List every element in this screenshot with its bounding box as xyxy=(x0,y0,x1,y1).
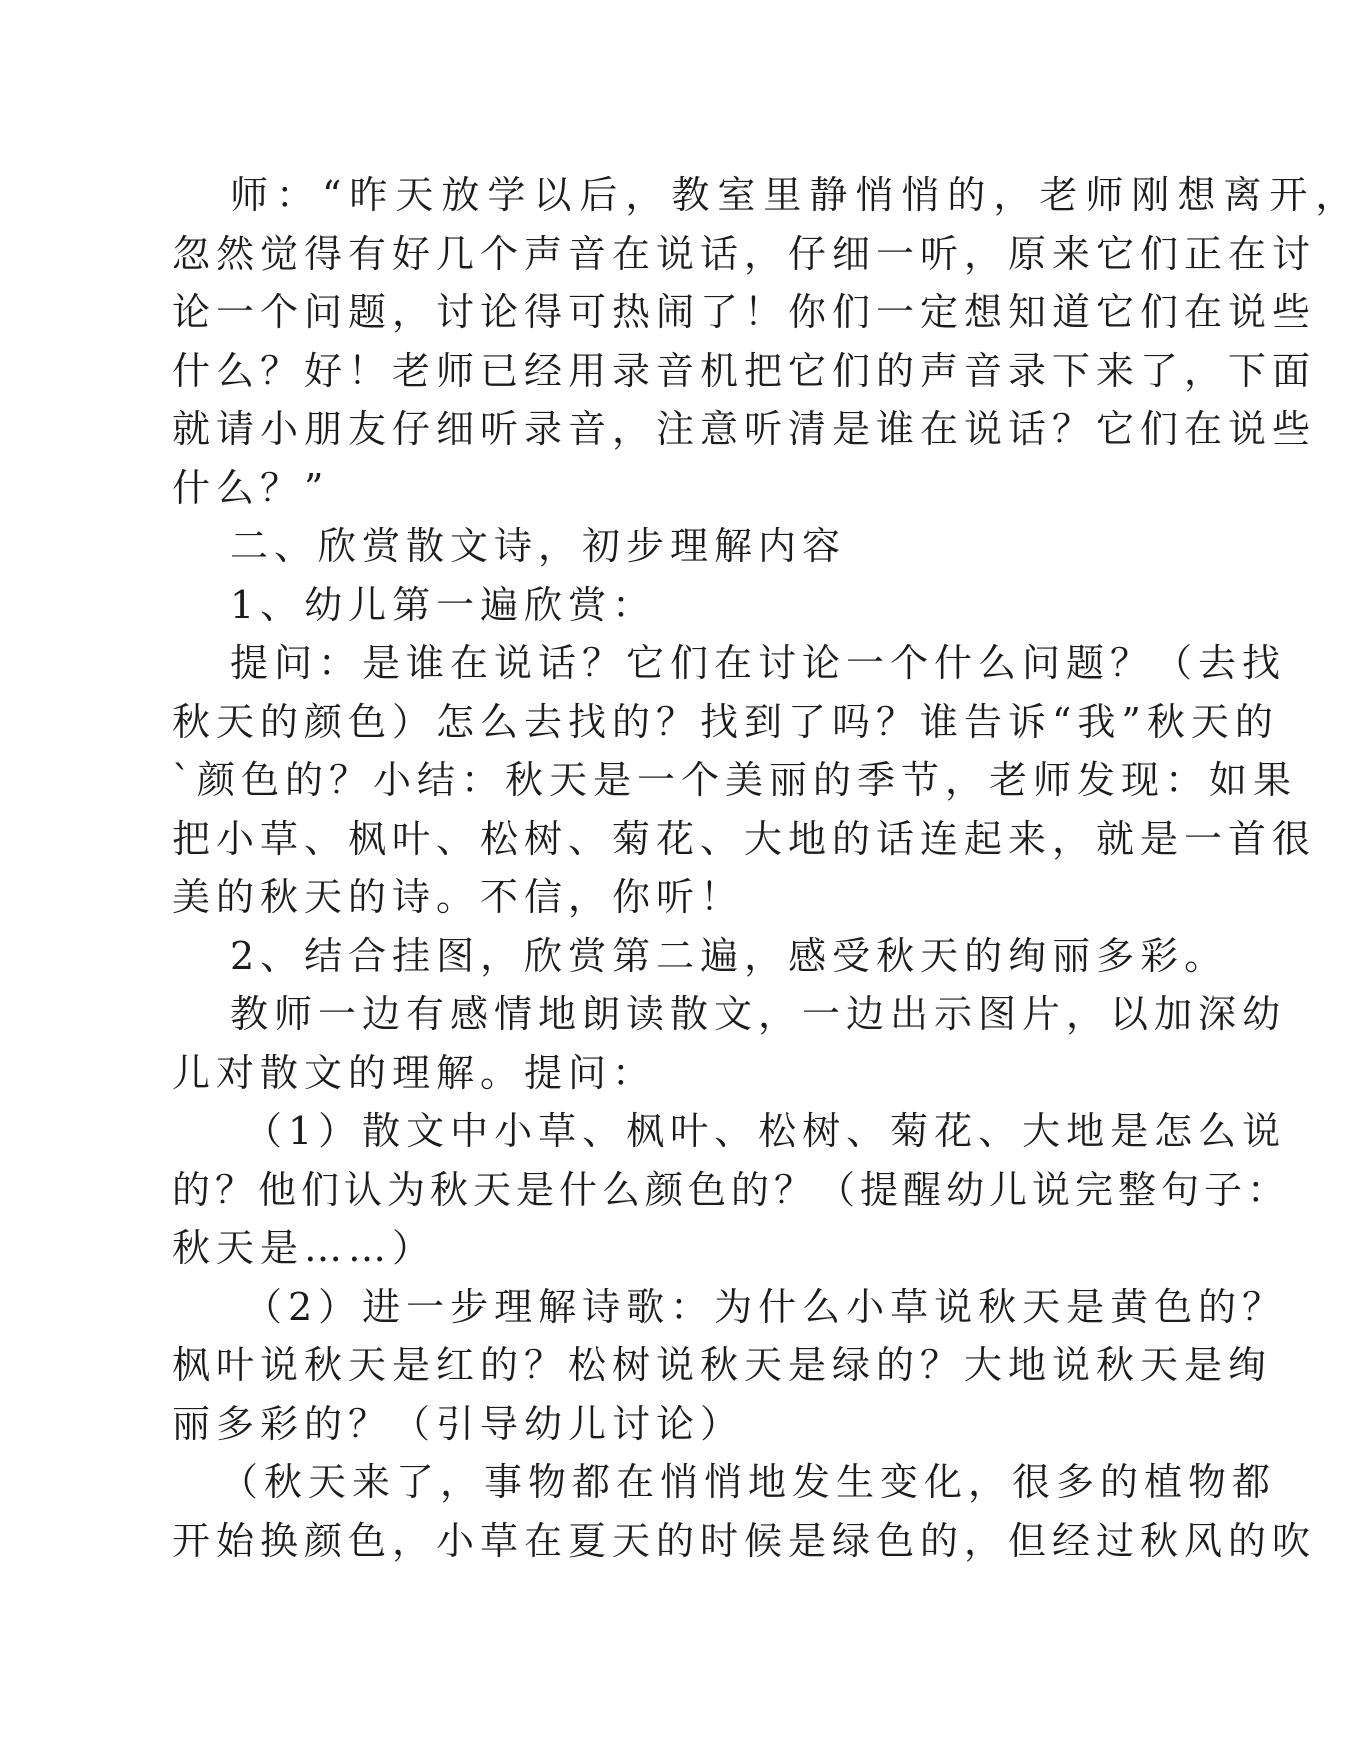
paragraph-line: 开始换颜色，小草在夏天的时候是绿色的，但经过秋风的吹 xyxy=(172,1519,1317,1563)
paragraph-line: 提问：是谁在说话？它们在讨论一个什么问题？（去找 xyxy=(230,641,1287,685)
section-heading: 二、欣赏散文诗，初步理解内容 xyxy=(230,524,847,568)
paragraph-line: 论一个问题，讨论得可热闹了！你们一定想知道它们在说些 xyxy=(172,290,1317,334)
paragraph-line: 美的秋天的诗。不信，你听！ xyxy=(172,875,745,919)
paragraph-line: 丽多彩的？（引导幼儿讨论） xyxy=(172,1402,745,1446)
paragraph-line: `颜色的？小结：秋天是一个美丽的季节，老师发现：如果 xyxy=(172,758,1298,802)
paragraph-line: 教师一边有感情地朗读散文，一边出示图片，以加深幼 xyxy=(230,992,1287,1036)
paragraph-line: 什么？” xyxy=(172,466,330,510)
paragraph-line: 枫叶说秋天是红的？松树说秋天是绿的？大地说秋天是绚 xyxy=(172,1343,1273,1387)
subsection-heading: 2、结合挂图，欣赏第二遍，感受秋天的绚丽多彩。 xyxy=(230,934,1229,978)
paragraph-line: 把小草、枫叶、松树、菊花、大地的话连起来，就是一首很 xyxy=(172,817,1317,861)
paragraph-line: （1）散文中小草、枫叶、松树、菊花、大地是怎么说 xyxy=(244,1109,1287,1153)
paragraph-line: 秋天的颜色）怎么去找的？找到了吗？谁告诉“我”秋天的 xyxy=(172,700,1279,744)
paragraph-line: 的？他们认为秋天是什么颜色的？（提醒幼儿说完整句子： xyxy=(172,1168,1291,1212)
paragraph-line: 师：“昨天放学以后，教室里静悄悄的，老师刚想离开， xyxy=(230,173,1361,217)
subsection-heading: 1、幼儿第一遍欣赏： xyxy=(230,583,657,627)
paragraph-line: （秋天来了，事物都在悄悄地发生变化，很多的植物都 xyxy=(220,1460,1277,1504)
paragraph-line: 什么？好！老师已经用录音机把它们的声音录下来了，下面 xyxy=(172,349,1317,393)
paragraph-line: 忽然觉得有好几个声音在说话，仔细一听，原来它们正在讨 xyxy=(172,232,1317,276)
paragraph-line: 就请小朋友仔细听录音，注意听清是谁在说话？它们在说些 xyxy=(172,407,1317,451)
paragraph-line: 秋天是……） xyxy=(172,1226,437,1270)
paragraph-line: （2）进一步理解诗歌：为什么小草说秋天是黄色的？ xyxy=(244,1285,1287,1329)
paragraph-line: 儿对散文的理解。提问： xyxy=(172,1051,657,1095)
